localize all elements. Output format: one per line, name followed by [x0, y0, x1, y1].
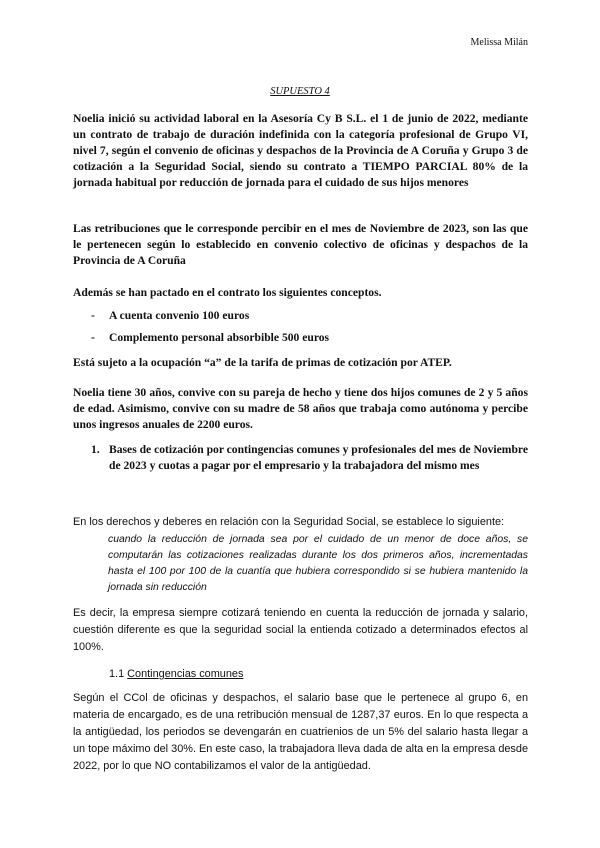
list-dash: - [91, 331, 95, 344]
paragraph-salary: Según el CCol de oficinas y despachos, el salario base que le pertenece al grupo 6, en materia de encargado, es de una retribución mensual de 1287,37 euros. En lo que respecta a la antigüedad, los periodos se devengarán en cuatrienios de un 5% del salario hasta llegar a un tope máximo del 30%. En este caso, la trabajadora lleva dada de alta en la empresa desde 2022, por lo que NO contabilizamos el valor de la antigüedad. [73, 692, 528, 772]
paragraph-contract: Noelia inició su actividad laboral en la Asesoría Cy B S.L. el 1 de junio de 2022, mediante un contrato de trabajo de duración indefinida con la categoría profesional de Grupo VI, nivel 7, según el convenio de oficinas y despachos de la Provincia de A Coruña y Grupo 3 de cotización a la Seguridad Social, siendo su contrato a TIEMPO PARCIAL 80% de la jornada habitual por reducción de jornada para el cuidado de sus hijos menores [73, 112, 528, 189]
list-dash: - [91, 309, 95, 322]
list-item-text: A cuenta convenio 100 euros [109, 309, 250, 322]
question-number: 1. [91, 443, 100, 456]
document-title: SUPUESTO 4 [270, 86, 330, 97]
subsection-heading [109, 668, 243, 680]
subsection-number: 1.1 [109, 668, 125, 680]
list-item-text: Complemento personal absorbible 500 euros [109, 331, 330, 344]
list-item [91, 308, 249, 324]
list-item [91, 330, 329, 346]
paragraph-atep: Está sujeto a la ocupación “a” de la tarifa de primas de cotización por ATEP. [73, 356, 452, 369]
subsection-title: Contingencias comunes [127, 668, 244, 680]
question-1 [91, 442, 528, 474]
paragraph-rights: En los derechos y deberes en relación con la Seguridad Social, se establece lo siguiente: [73, 516, 505, 528]
paragraph-retributions: Las retribuciones que le corresponde percibir en el mes de Noviembre de 2023, son las que le pertenecen según lo establecido en convenio colectivo de oficinas y despachos de la Provincia de A Coruña [73, 222, 528, 267]
question-text: Bases de cotización por contingencias comunes y profesionales del mes de Noviembre de 2023 y cuotas a pagar por el empresario y la trabajadora del mismo mes [109, 443, 528, 472]
header-author: Melissa Milán [470, 37, 528, 48]
paragraph-clarification: Es decir, la empresa siempre cotizará teniendo en cuenta la reducción de jornada y salario, cuestión diferente es que la seguridad social la entienda cotizado a determinados efectos al 100%. [73, 607, 528, 653]
paragraph-concepts-intro: Además se han pactado en el contrato los siguientes conceptos. [73, 286, 382, 299]
legal-quote: cuando la reducción de jornada sea por el cuidado de un menor de doce años, se computarán las cotizaciones realizadas durante los dos primeros años, incrementadas hasta el 100 por 100 de la cuantía que hubiera correspondido si se hubiera mantenido la jornada sin reducción [108, 534, 528, 593]
paragraph-family: Noelia tiene 30 años, convive con su pareja de hecho y tiene dos hijos comunes de 2 y 5 años de edad. Asimismo, convive con su madre de 58 años que trabaja como autónoma y percibe unos ingresos anuales de 2200 euros. [73, 386, 528, 431]
